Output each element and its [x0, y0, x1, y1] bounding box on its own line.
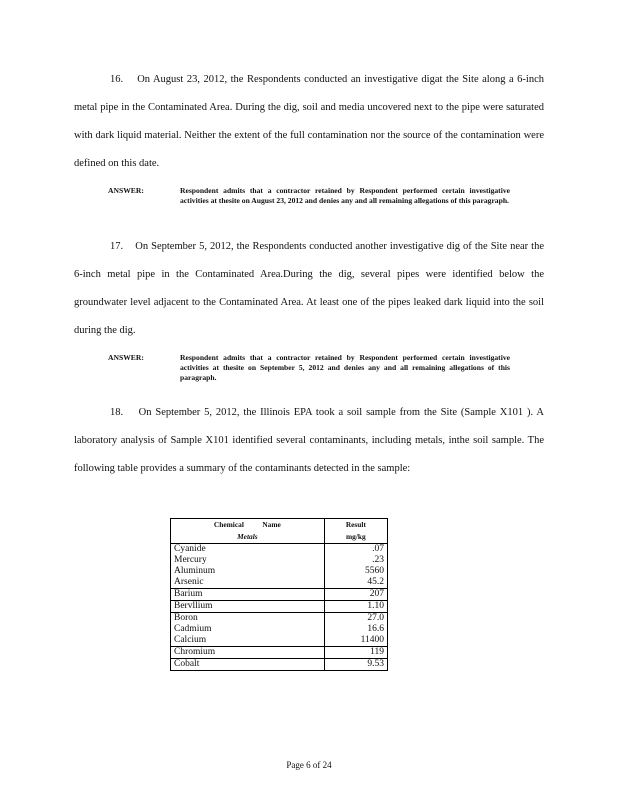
paragraph-17-text: 17. On September 5, 2012, the Respondents conducted another investigative dig of the Site near the 6-inch metal pipe in the Contaminated Area.During the dig, several pipes were identified below the groundwater level adjacent to the Contaminated Area. At least one of the pipes leaked dark liquid into the soil during the dig. [74, 241, 544, 336]
result-value-cell: 5560 [324, 566, 387, 577]
page-footer: Page 6 of 24 [286, 760, 332, 770]
answer-16-text: Respondent admits that a contractor retained by Respondent performed certain investigative activities at thesite on August 23, 2012 and denies any and all remaining allegations of this paragraph. [180, 186, 510, 205]
chemical-name-cell: Boron [171, 613, 325, 625]
table-row [171, 566, 388, 577]
paragraph-16 [74, 66, 544, 178]
contaminants-table [170, 518, 388, 671]
chemical-name-cell: Cadmium [174, 624, 212, 634]
answer-17-label: ANSWER: [108, 353, 144, 362]
paragraph-17 [74, 233, 544, 345]
chemical-name-cell: Mercury [174, 555, 207, 565]
chemical-name-cell: Calcium [174, 635, 207, 645]
table-row [171, 589, 388, 601]
table-row [171, 555, 388, 566]
chemical-name-cell: Aluminum [174, 566, 216, 576]
table-row [171, 659, 388, 671]
result-value-cell: .07 [324, 544, 387, 556]
table-row [171, 601, 388, 613]
result-value-cell: 11400 [324, 635, 387, 647]
table-row [171, 635, 388, 647]
subheader-unit: mg/kg [324, 531, 387, 544]
subheader-metals: Metals [237, 532, 258, 541]
chemical-name-cell: Chromium [171, 647, 325, 659]
table-row [171, 647, 388, 659]
header-chemical-name: Chemical Name [213, 520, 281, 529]
chemical-name-cell: Barium [171, 589, 325, 601]
table-row [171, 577, 388, 589]
result-value-cell: 119 [324, 647, 387, 659]
chemical-name-cell: Arsenic [174, 577, 204, 587]
paragraph-18-text: 18. On September 5, 2012, the Illinois EPA took a soil sample from the Site (Sample X101 ). A laboratory analysis of Sample X101 identified several contaminants, including metals, inthe soil sample. The following table provides a summary of the contaminants detected in the sample: [74, 407, 544, 474]
result-value-cell: 27.0 [324, 613, 387, 625]
table-row [171, 544, 388, 556]
paragraph-16-text: 16. On August 23, 2012, the Respondents conducted an investigative digat the Site along a 6-inch metal pipe in the Contaminated Area. During the dig, soil and media uncovered next to the pipe were saturated with dark liquid material. Neither the extent of the full contamination nor the source of the contamination were defined on this date. [74, 74, 544, 169]
result-value-cell: 207 [324, 589, 387, 601]
paragraph-18 [74, 399, 544, 483]
table-row [171, 613, 388, 625]
answer-17-text: Respondent admits that a contractor retained by Respondent performed certain investigative activities at thesite on September 5, 2012 and denies any and all remaining allegations of this paragraph. [180, 353, 510, 382]
table-body [171, 544, 388, 671]
table-row [171, 624, 388, 635]
chemical-name-cell: Cyanide [171, 544, 325, 556]
result-value-cell: 1.10 [324, 601, 387, 613]
chemical-name-cell: Cobalt [171, 659, 325, 671]
answer-16-label: ANSWER: [108, 186, 144, 195]
chemical-name-cell: Bervllium [171, 601, 325, 613]
result-value-cell: 9.53 [324, 659, 387, 671]
result-value-cell: 45.2 [324, 577, 387, 589]
result-value-cell: .23 [324, 555, 387, 566]
result-value-cell: 16.6 [324, 624, 387, 635]
header-result: Result [324, 519, 387, 532]
